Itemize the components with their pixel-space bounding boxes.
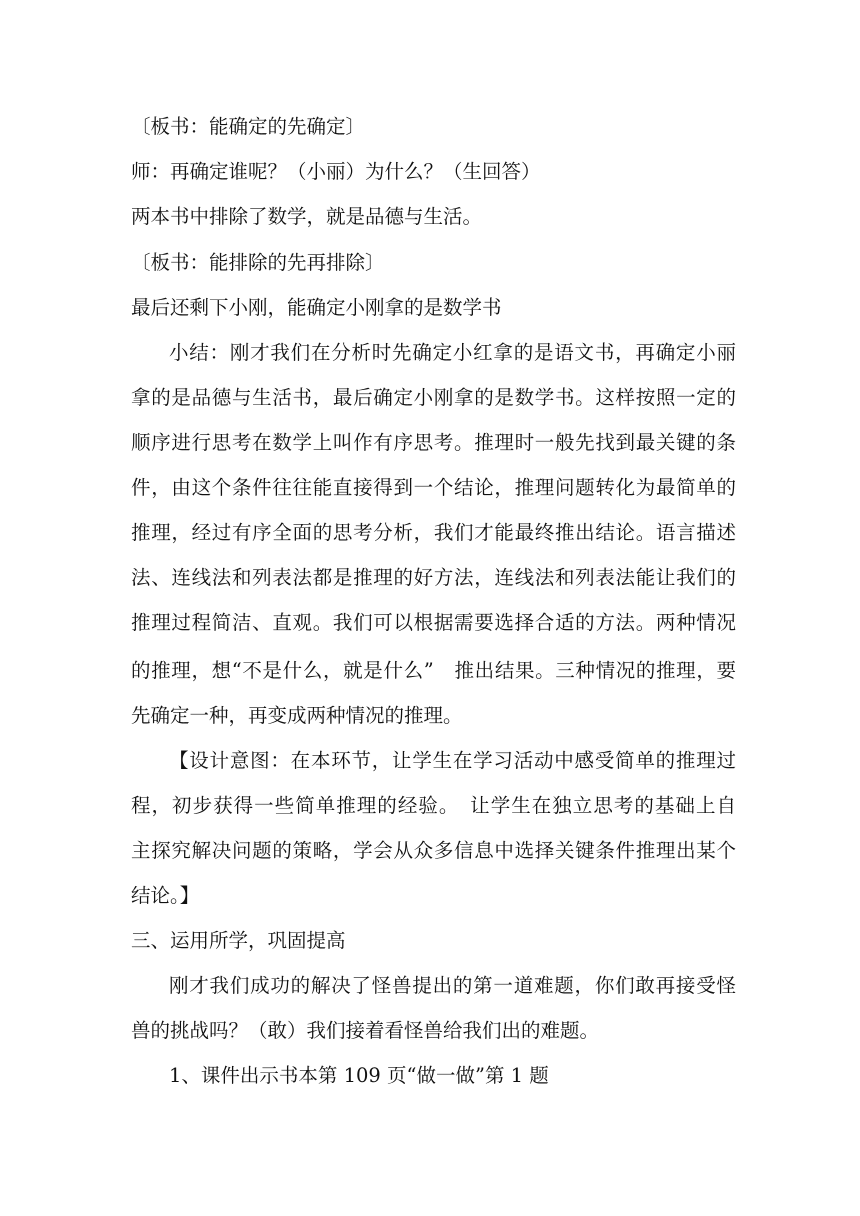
summary-paragraph-line: 小结：刚才我们在分析时先确定小红拿的是语文书，再确定小丽 [169,341,736,364]
summary-paragraph-line: 拿的是品德与生活书，最后确定小刚拿的是数学书。这样按照一定的 [131,386,736,409]
summary-paragraph-line: 件，由这个条件往往能直接得到一个结论，推理问题转化为最简单的 [131,476,736,499]
summary-paragraph-line: 推理，经过有序全面的思考分析，我们才能最终推出结论。语言描述 [131,521,736,544]
body-paragraph-line: 兽的挑战吗？（敢）我们接着看怪兽给我们出的难题。 [131,1019,600,1042]
summary-paragraph-line: 顺序进行思考在数学上叫作有序思考。推理时一般先找到最关键的条 [131,431,736,454]
text-line: 两本书中排除了数学，就是品德与生活。 [131,205,483,228]
section-heading: 三、运用所学，巩固提高 [131,929,346,952]
design-intent-line: 结论。】 [131,884,200,907]
text-line: 最后还剩下小刚，能确定小刚拿的是数学书 [131,296,502,319]
design-intent-line: 【设计意图：在本环节，让学生在学习活动中感受简单的推理过 [169,749,736,772]
exercise-item: 1、课件出示书本第 109 页“做一做”第 1 题 [169,1064,549,1087]
teacher-question: 师：再确定谁呢？（小丽）为什么？（生回答） [131,160,541,183]
summary-paragraph-line: 推理过程简洁、直观。我们可以根据需要选择合适的方法。两种情况 [131,611,736,634]
design-intent-line: 主探究解决问题的策略，学会从众多信息中选择关键条件推理出某个 [131,839,736,862]
summary-paragraph-line: 先确定一种，再变成两种情况的推理。 [131,704,463,727]
board-note-confirm: 〔板书：能确定的先确定〕 [131,115,366,138]
summary-paragraph-line: 法、连线法和列表法都是推理的好方法，连线法和列表法能让我们的 [131,566,736,589]
body-paragraph-line: 刚才我们成功的解决了怪兽提出的第一道难题，你们敢再接受怪 [169,974,736,997]
board-note-exclude: 〔板书：能排除的先再排除〕 [131,251,385,274]
summary-paragraph-line: 的推理，想“不是什么，就是什么” 推出结果。三种情况的推理，要 [131,659,736,682]
design-intent-line: 程，初步获得一些简单推理的经验。 让学生在独立思考的基础上自 [131,794,736,817]
